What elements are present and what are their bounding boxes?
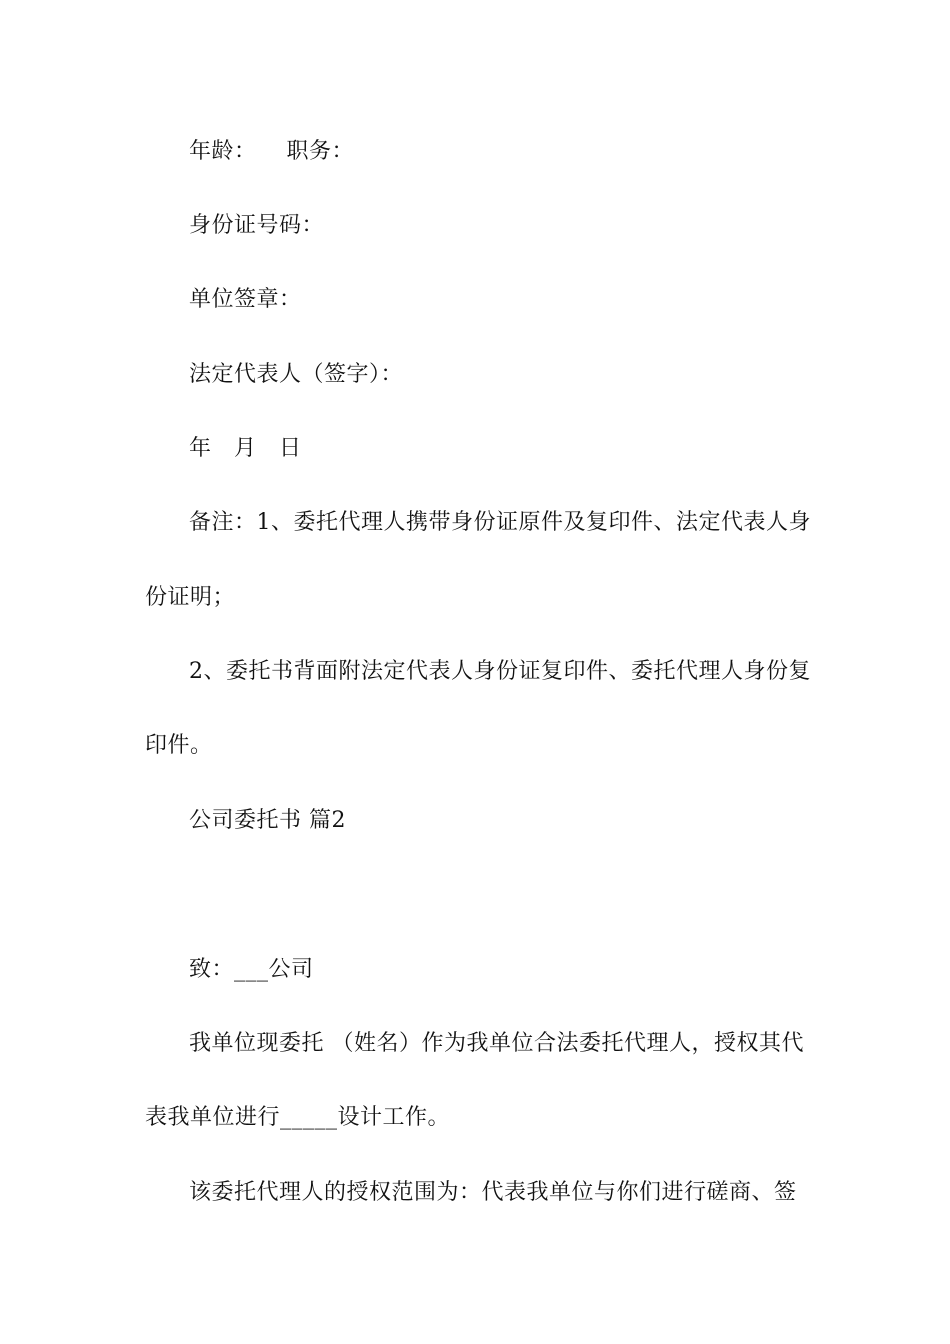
age-position-line: 年龄： 职务： [189, 139, 354, 164]
date-line: 年 月 日 [189, 436, 302, 461]
addressee-line: 致：___公司 [189, 957, 314, 982]
body-paragraph-1: 我单位现委托 （姓名）作为我单位合法委托代理人，授权其代 [189, 1031, 804, 1056]
legal-rep-signature-line: 法定代表人（签字）： [189, 362, 404, 387]
remark-line-1-cont: 份证明； [145, 585, 236, 610]
section-heading: 公司委托书 篇2 [189, 808, 346, 833]
body-paragraph-2: 该委托代理人的授权范围为：代表我单位与你们进行磋商、签 [189, 1180, 797, 1205]
body-paragraph-1-cont: 表我单位进行_____设计工作。 [145, 1105, 451, 1130]
remark-line-2-cont: 印件。 [145, 733, 213, 758]
remark-line-1: 备注：1、委托代理人携带身份证原件及复印件、法定代表人身 [189, 510, 811, 535]
id-number-line: 身份证号码： [189, 213, 325, 238]
unit-seal-line: 单位签章： [189, 287, 302, 312]
remark-line-2: 2、委托书背面附法定代表人身份证复印件、委托代理人身份复 [189, 659, 811, 684]
